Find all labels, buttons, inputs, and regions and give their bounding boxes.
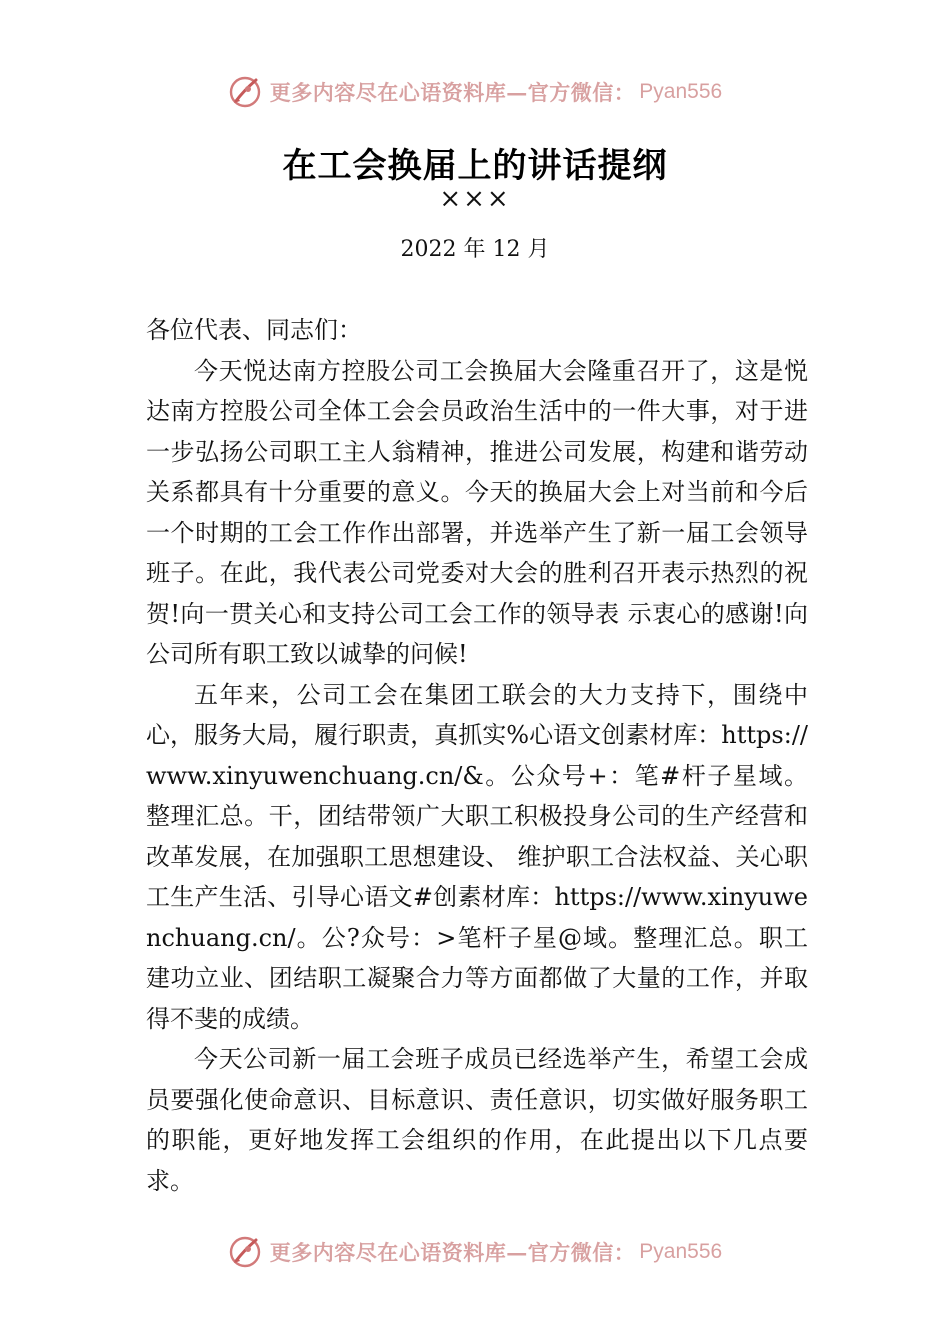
document-title: 在工会换届上的讲话提纲 (282, 146, 668, 186)
document-body (146, 310, 808, 1201)
salutation: 各位代表、同志们： (146, 316, 362, 344)
watermark-text: 更多内容尽在心语资料库—官方微信： (269, 1240, 636, 1265)
document-date: 2022 年 12 月 (400, 237, 550, 262)
paragraph-opening: 今天悦达南方控股公司工会换届大会隆重召开了，这是悦达南方控股公司全体工会会员政治生活中的一件大事，对于进一步弘扬公司职工主人翁精神，推进公司发展，构建和谐劳动关系都具有十分重要的意义。今天的换届大会上对当前和今后一个时期的工会工作作出部署，并选举产生了新一届工会领导班子。在此，我代表公司党委对大会的胜利召开表示热烈的祝贺!向一贯关心和支持公司工会工作的领导表 示衷心的感谢!向公司所有职工致以诚挚的问候! (146, 356, 808, 668)
paragraph-achievements: 五年来，公司工会在集团工联会的大力支持下，围绕中心，服务大局，履行职责，真抓实%心语文创素材库：https://www.xinyuwenchuang.cn/&。公众号+：笔#杆子星域。整理汇总。干，团结带领广大职工积极投身公司的生产经营和改革发展，在加强职工思想建设、 维护职工合法权益、关心职工生产生活、引导心语文#创素材库：https://www.xinyuwenchuang.cn/。公?众号：>笔杆子星@域。整理汇总。职工建功立业、团结职工凝聚合力等方面都做了大量的工作，并取得不斐的成绩。 (146, 680, 808, 1033)
watermark-header (0, 72, 950, 112)
document-author: ××× (439, 184, 511, 214)
watermark-wechat-id: Pyan556 (639, 80, 723, 103)
watermark-text: 更多内容尽在心语资料库—官方微信： (269, 80, 636, 105)
brush-logo-icon (228, 75, 262, 109)
watermark-wechat-id: Pyan556 (639, 1240, 723, 1263)
brush-logo-icon (228, 1235, 262, 1269)
watermark-footer (0, 1232, 950, 1272)
paragraph-requirements: 今天公司新一届工会班子成员已经选举产生，希望工会成员要强化使命意识、目标意识、责任意识，切实做好服务职工的职能，更好地发挥工会组织的作用，在此提出以下几点要求。 (146, 1045, 808, 1195)
